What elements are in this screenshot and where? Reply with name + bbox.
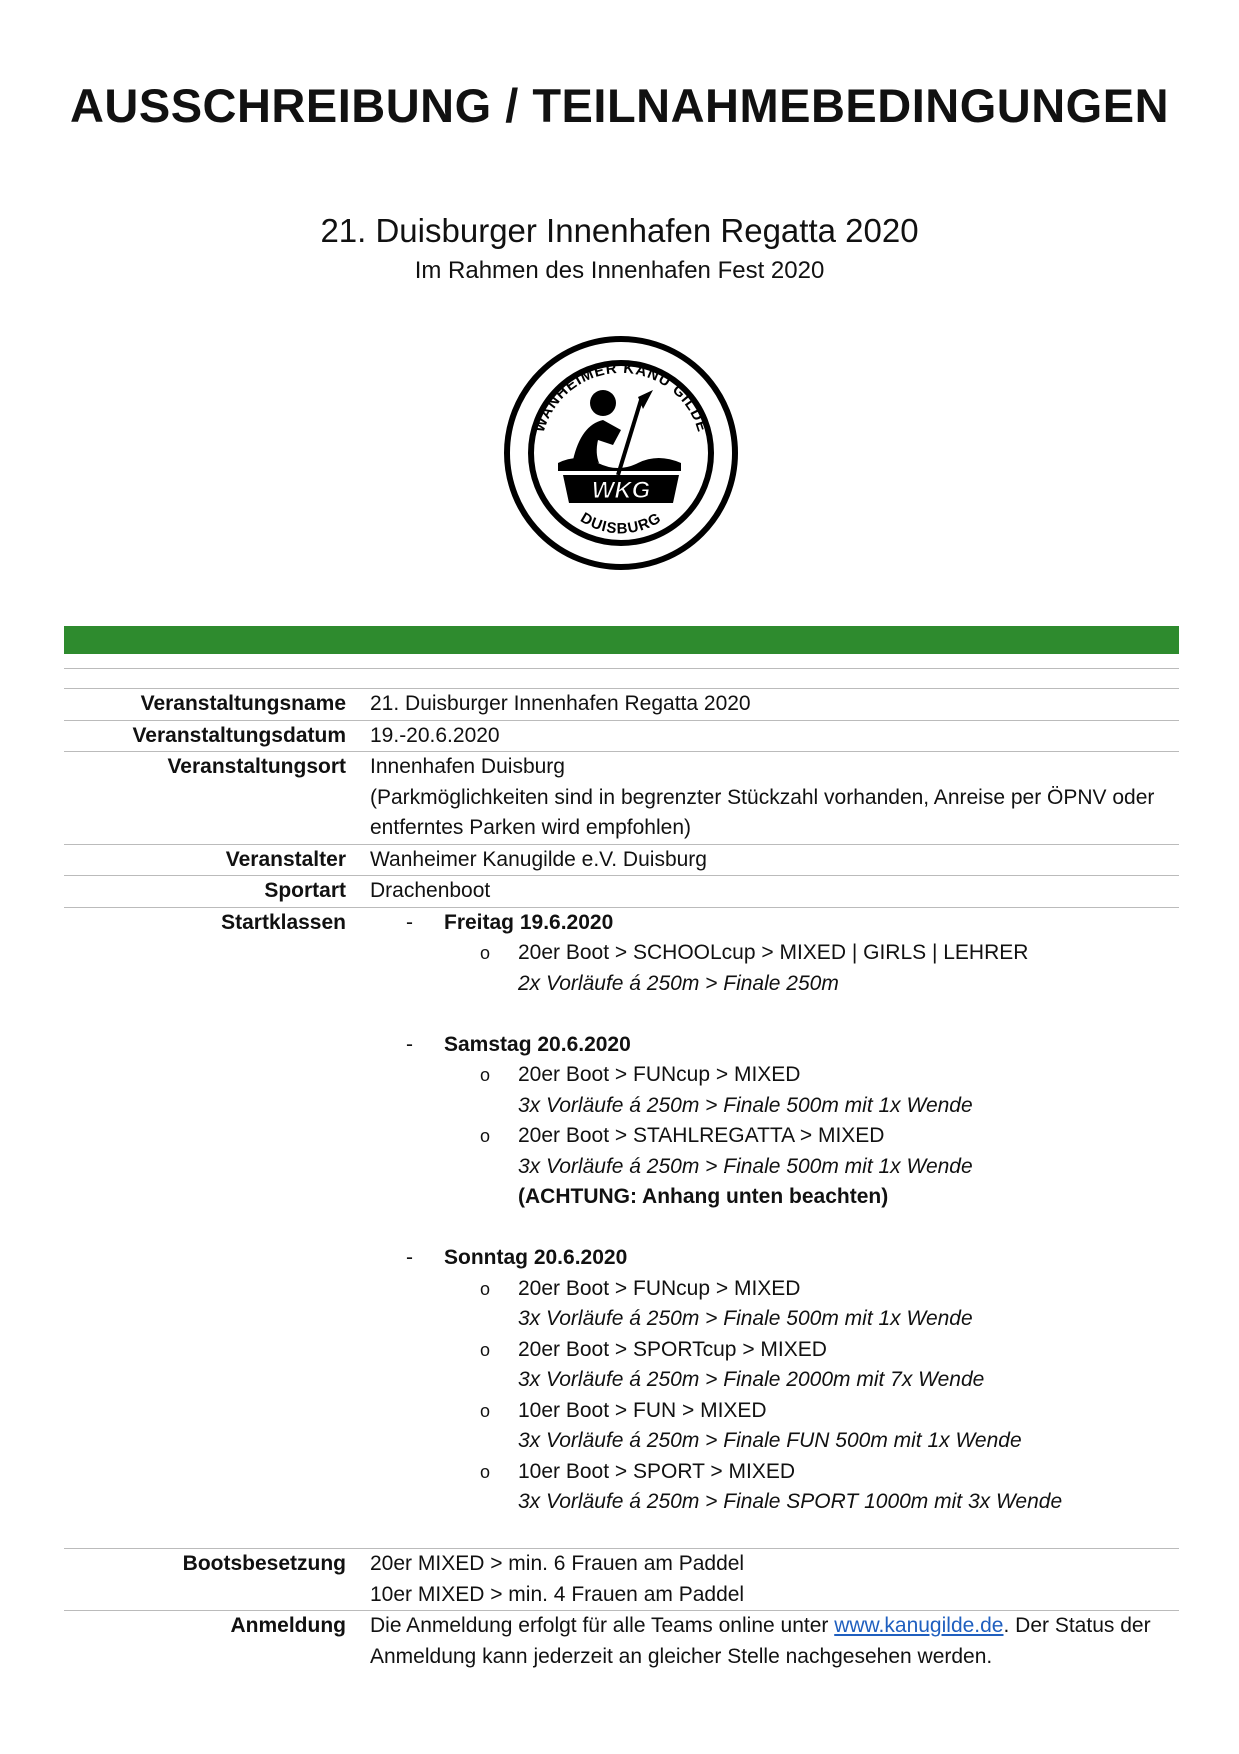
page-title: AUSSCHREIBUNG / TEILNAHMEBEDINGUNGEN	[69, 79, 1170, 132]
event-name-label: Veranstaltungsname	[140, 692, 346, 715]
crew-label: Bootsbesetzung	[182, 1552, 346, 1575]
class-detail: 3x Vorläufe á 250m > Finale FUN 500m mit 1x Wende	[518, 1429, 1022, 1452]
list-bullet: o	[480, 1278, 491, 1299]
class-detail: 3x Vorläufe á 250m > Finale 500m mit 1x Wende	[518, 1093, 973, 1117]
registration-value	[370, 1611, 1179, 1672]
svg-text:DUISBURG: DUISBURG	[577, 509, 665, 538]
event-date-value: 19.-20.6.2020	[370, 723, 500, 747]
row-crew	[64, 1548, 1179, 1610]
day-label: Samstag 20.6.2020	[444, 1032, 631, 1056]
event-place-text: Innenhafen Duisburg	[370, 755, 565, 778]
row-event-name	[64, 688, 1179, 720]
organizer-label: Veranstalter	[225, 847, 346, 871]
list-item	[370, 1335, 1179, 1396]
registration-link[interactable]: www.kanugilde.de	[834, 1614, 1004, 1637]
registration-text-end: . Der Status der Anmeldung kann jederzeit an gleicher Stelle nachgesehen werden.	[370, 1614, 1151, 1668]
class-title: 10er Boot > SPORT > MIXED	[518, 1459, 796, 1483]
event-place-value	[370, 752, 1179, 844]
class-title: 10er Boot > FUN > MIXED	[518, 1398, 767, 1422]
class-title: 20er Boot > FUNcup > MIXED	[518, 1063, 801, 1086]
organizer-value: Wanheimer Kanugilde e.V. Duisburg	[370, 847, 707, 871]
svg-text:WKG: WKG	[591, 477, 651, 504]
class-detail: 2x Vorläufe á 250m > Finale 250m	[518, 971, 839, 995]
list-item	[370, 1457, 1179, 1518]
list-bullet: o	[480, 1339, 491, 1360]
spacer-row	[64, 668, 1179, 688]
row-event-place	[64, 751, 1179, 844]
class-title: 20er Boot > SCHOOLcup > MIXED | GIRLS | LEHRER	[518, 941, 1029, 964]
list-dash: -	[406, 910, 413, 934]
list-item	[370, 1121, 1179, 1213]
list-item	[370, 1060, 1179, 1121]
crew-rule-20: 20er MIXED > min. 6 Frauen am Paddel	[370, 1552, 745, 1575]
registration-text: Die Anmeldung erfolgt für alle Teams online unter	[370, 1614, 835, 1637]
day-sunday	[370, 1243, 1179, 1274]
start-classes-label: Startklassen	[221, 910, 346, 934]
registration-label: Anmeldung	[230, 1614, 346, 1637]
class-detail: 3x Vorläufe á 250m > Finale 500m mit 1x Wende	[518, 1154, 973, 1178]
class-title: 20er Boot > FUNcup > MIXED	[518, 1276, 801, 1300]
day-saturday	[370, 1030, 1179, 1061]
event-place-note: (Parkmöglichkeiten sind in begrenzter Stückzahl vorhanden, Anreise per ÖPNV oder entferntes Parken wird empfohlen)	[370, 785, 1155, 839]
sport-label: Sportart	[264, 879, 346, 902]
event-subtitle: 21. Duisburger Innenhafen Regatta 2020	[320, 212, 919, 249]
section-divider-bar	[64, 626, 1179, 654]
list-dash: -	[406, 1032, 413, 1056]
event-details	[64, 668, 1179, 1672]
start-classes-list	[370, 908, 1179, 1549]
event-place-label: Veranstaltungsort	[167, 755, 346, 778]
day-label: Freitag 19.6.2020	[444, 910, 614, 934]
club-logo	[503, 335, 739, 571]
row-registration	[64, 1610, 1179, 1672]
list-bullet: o	[480, 1126, 491, 1146]
class-detail: 3x Vorläufe á 250m > Finale 2000m mit 7x Wende	[518, 1368, 985, 1391]
row-start-classes	[64, 907, 1179, 1549]
crew-value	[370, 1549, 1179, 1610]
event-context: Im Rahmen des Innenhafen Fest 2020	[414, 257, 825, 284]
row-event-date	[64, 720, 1179, 752]
row-sport	[64, 875, 1179, 907]
class-note: (ACHTUNG: Anhang unten beachten)	[518, 1185, 889, 1208]
list-bullet: o	[480, 1400, 491, 1421]
day-label: Sonntag 20.6.2020	[444, 1246, 628, 1269]
event-name-value: 21. Duisburger Innenhafen Regatta 2020	[370, 692, 751, 715]
class-detail: 3x Vorläufe á 250m > Finale 500m mit 1x Wende	[518, 1307, 973, 1330]
day-friday	[370, 908, 1179, 939]
class-detail: 3x Vorläufe á 250m > Finale SPORT 1000m mit 3x Wende	[518, 1490, 1063, 1513]
sport-value: Drachenboot	[370, 879, 491, 902]
list-dash: -	[406, 1246, 413, 1269]
crew-rule-10: 10er MIXED > min. 4 Frauen am Paddel	[370, 1582, 745, 1606]
list-item	[370, 938, 1179, 999]
event-date-label: Veranstaltungsdatum	[132, 723, 346, 747]
list-bullet: o	[480, 943, 491, 963]
svg-text:WANHEIMER KANU GILDE: WANHEIMER KANU GILDE	[530, 359, 712, 435]
list-item	[370, 1396, 1179, 1457]
class-title: 20er Boot > STAHLREGATTA > MIXED	[518, 1124, 885, 1147]
row-organizer	[64, 844, 1179, 876]
class-title: 20er Boot > SPORTcup > MIXED	[518, 1337, 827, 1361]
list-bullet: o	[480, 1461, 491, 1482]
list-bullet: o	[480, 1065, 491, 1085]
list-item	[370, 1274, 1179, 1335]
